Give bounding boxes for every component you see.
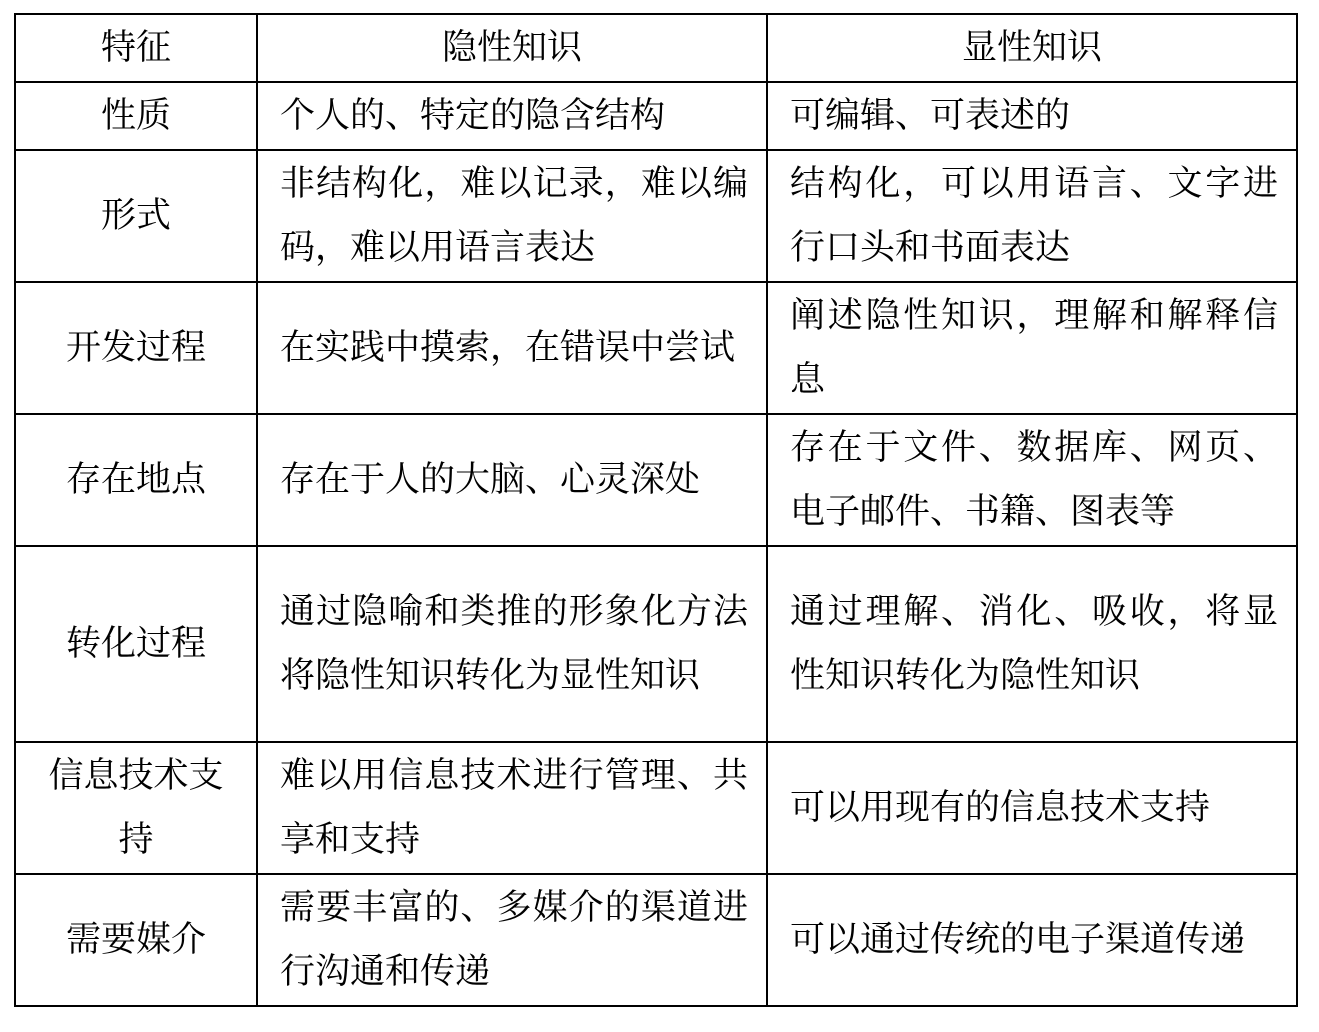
feature-cell: 信息技术支持 — [15, 742, 257, 874]
explicit-cell: 可以用现有的信息技术支持 — [767, 742, 1297, 874]
tacit-cell: 存在于人的大脑、心灵深处 — [257, 414, 767, 546]
table-header-row — [15, 14, 1297, 82]
explicit-cell: 阐述隐性知识，理解和解释信息 — [767, 282, 1297, 414]
table-row — [15, 282, 1297, 414]
feature-cell: 形式 — [15, 150, 257, 282]
feature-cell: 存在地点 — [15, 414, 257, 546]
tacit-cell: 难以用信息技术进行管理、共享和支持 — [257, 742, 767, 874]
tacit-cell: 在实践中摸索，在错误中尝试 — [257, 282, 767, 414]
explicit-cell: 结构化，可以用语言、文字进行口头和书面表达 — [767, 150, 1297, 282]
tacit-cell: 需要丰富的、多媒介的渠道进行沟通和传递 — [257, 874, 767, 1006]
feature-cell: 转化过程 — [15, 546, 257, 742]
feature-cell: 开发过程 — [15, 282, 257, 414]
explicit-cell: 可以通过传统的电子渠道传递 — [767, 874, 1297, 1006]
explicit-cell: 存在于文件、数据库、网页、电子邮件、书籍、图表等 — [767, 414, 1297, 546]
table-row — [15, 546, 1297, 742]
table-row — [15, 414, 1297, 546]
table-row — [15, 742, 1297, 874]
header-feature: 特征 — [15, 14, 257, 82]
explicit-cell: 通过理解、消化、吸收，将显性知识转化为隐性知识 — [767, 546, 1297, 742]
header-tacit: 隐性知识 — [257, 14, 767, 82]
tacit-cell: 通过隐喻和类推的形象化方法将隐性知识转化为显性知识 — [257, 546, 767, 742]
explicit-cell: 可编辑、可表述的 — [767, 82, 1297, 150]
tacit-cell: 非结构化，难以记录，难以编码，难以用语言表达 — [257, 150, 767, 282]
knowledge-comparison-table — [14, 13, 1298, 1007]
table-row — [15, 874, 1297, 1006]
table-row — [15, 150, 1297, 282]
table-row — [15, 82, 1297, 150]
tacit-cell: 个人的、特定的隐含结构 — [257, 82, 767, 150]
header-explicit: 显性知识 — [767, 14, 1297, 82]
feature-cell: 性质 — [15, 82, 257, 150]
feature-cell: 需要媒介 — [15, 874, 257, 1006]
